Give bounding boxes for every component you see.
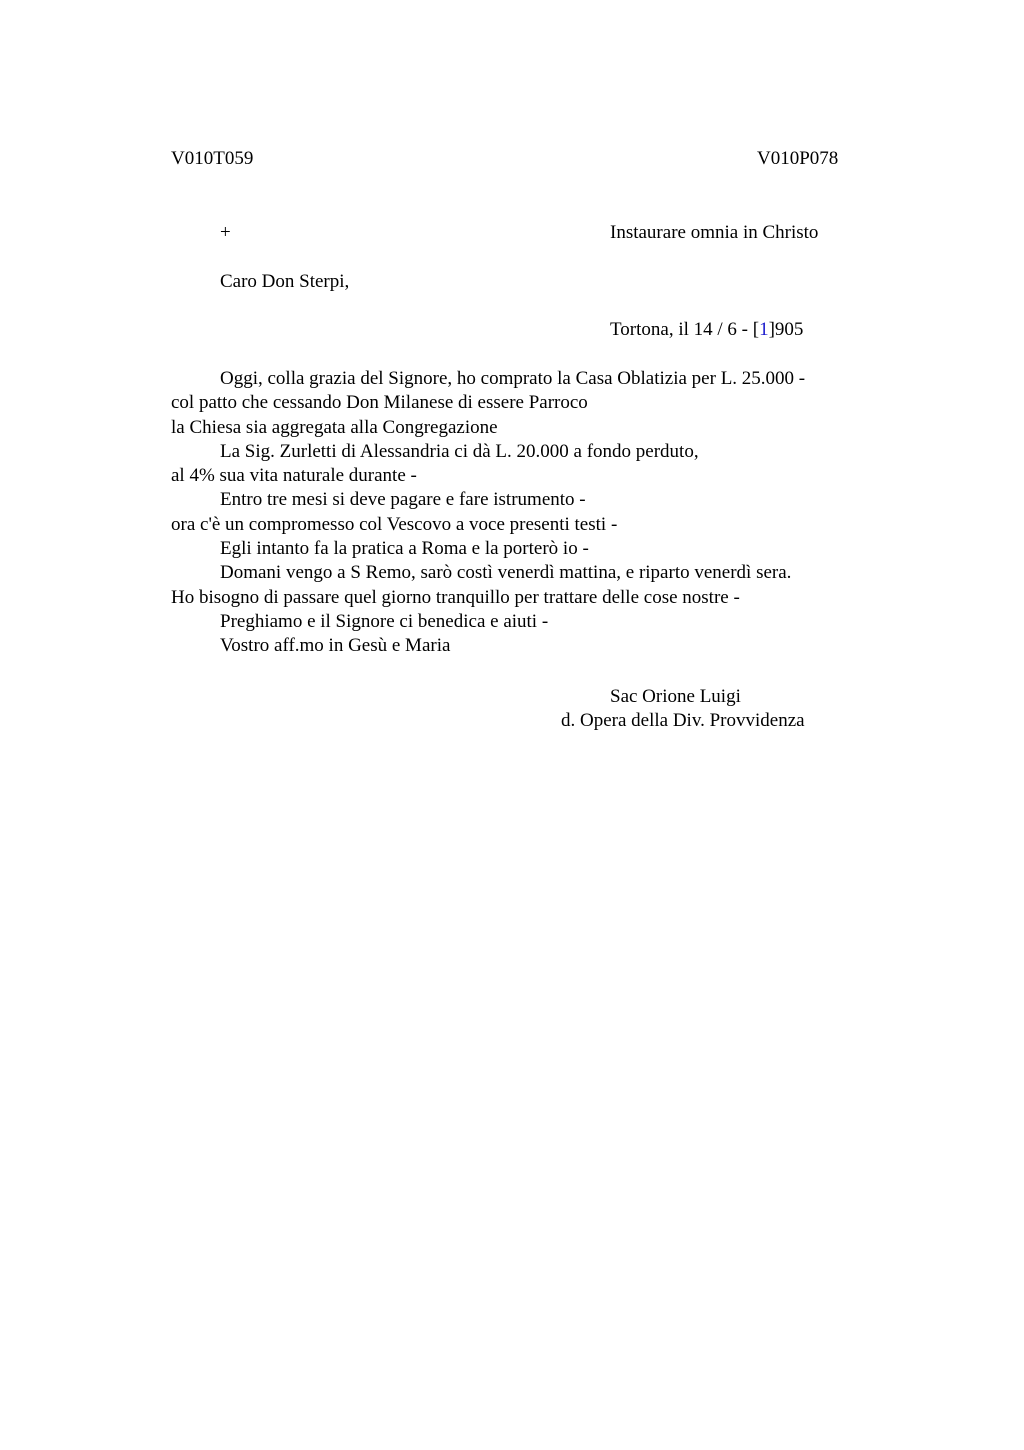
letter-salutation: Caro Don Sterpi, (220, 271, 350, 292)
date-prefix: Tortona, il 14 / 6 - [ (610, 319, 760, 340)
letter-line: Entro tre mesi si deve pagare e fare istrumento - (220, 489, 586, 511)
letter-motto: Instaurare omnia in Christo (610, 222, 819, 243)
letter-line: Egli intanto fa la pratica a Roma e la porterò io - (220, 538, 589, 560)
letter-line: Oggi, colla grazia del Signore, ho comprato la Casa Oblatizia per L. 25.000 - (220, 368, 806, 389)
letter-dateline (610, 318, 803, 342)
letter-line: Ho bisogno di passare quel giorno tranquillo per trattare delle cose nostre - (171, 586, 740, 608)
date-suffix: ]905 (768, 319, 804, 340)
letter-line: col patto che cessando Don Milanese di essere Parroco (171, 392, 588, 414)
letter-line: ora c'è un compromesso col Vescovo a voce presenti testi - (171, 513, 618, 535)
letter-line: Domani vengo a S Remo, sarò costì venerdì mattina, e riparto venerdì sera. (220, 562, 792, 584)
letter-body (171, 367, 871, 659)
letter-line: Preghiamo e il Signore ci benedica e aiuti - (220, 610, 549, 632)
signature-title: d. Opera della Div. Provvidenza (561, 710, 805, 731)
document-reference-right: V010P078 (757, 148, 839, 169)
letter-line: La Sig. Zurletti di Alessandria ci dà L. 20.000 a fondo perduto, (220, 440, 699, 462)
cross-symbol: + (220, 222, 231, 243)
letter-line: al 4% sua vita naturale durante - (171, 465, 417, 487)
letter-line: Vostro aff.mo in Gesù e Maria (220, 635, 451, 657)
document-reference-left: V010T059 (171, 148, 254, 169)
letter-line: la Chiesa sia aggregata alla Congregazione (171, 416, 498, 438)
signature-name: Sac Orione Luigi (610, 686, 741, 707)
date-bracket-number: 1 (759, 319, 769, 340)
